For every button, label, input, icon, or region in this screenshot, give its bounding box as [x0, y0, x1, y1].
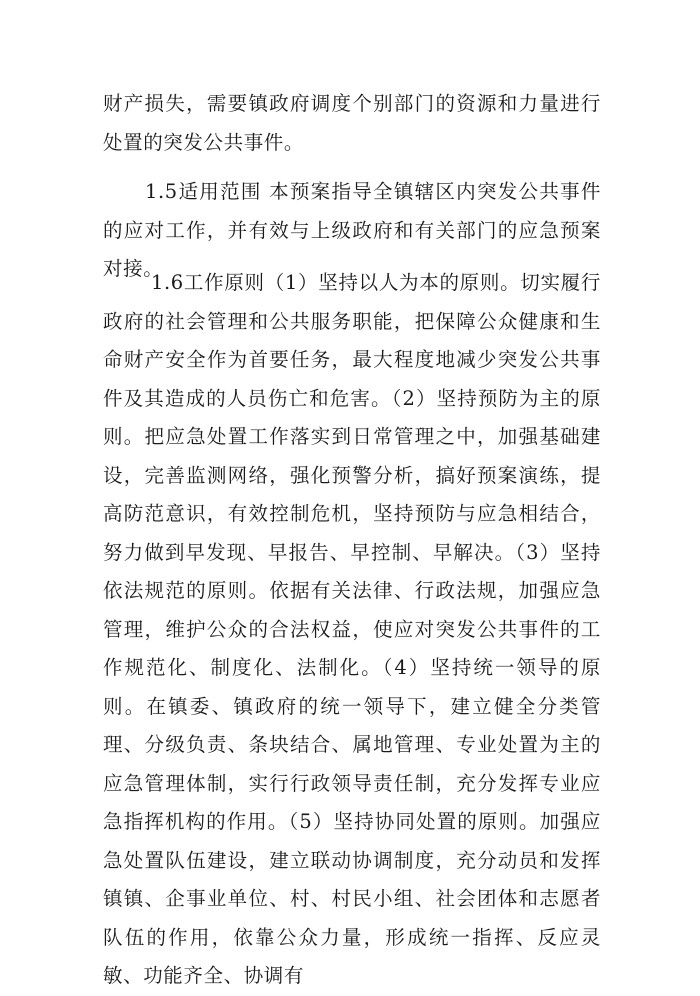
paragraph-property-loss: 财产损失，需要镇政府调度个别部门的资源和力量进行处置的突发公共事件。: [103, 92, 601, 154]
paragraph-scope: 1.5适用范围 本预案指导全镇辖区内突发公共事件的应对工作，并有效与上级政府和有关部门的应急预案对接。: [103, 180, 601, 280]
paragraph-working-principles: 1.6工作原则（1）坚持以人为本的原则。切实履行政府的社会管理和公共服务职能，把保障公众健康和生命财产安全作为首要任务，最大程度地减少突发公共事件及其造成的人员伤亡和危害。（2）坚持预防为主的原则。把应急处置工作落实到日常管理之中，加强基础建设，完善监测网络，强化预警分析，搞好预案演练，提高防范意识，有效控制危机，坚持预防与应急相结合，努力做到早发现、早报告、早控制、早解决。（3）坚持依法规范的原则。依据有关法律、行政法规，加强应急管理，维护公众的合法权益，使应对突发公共事件的工作规范化、制度化、法制化。（4）坚持统一领导的原则。在镇委、镇政府的统一领导下，建立健全分类管理、分级负责、条块结合、属地管理、专业处置为主的应急管理体制，实行行政领导责任制，充分发挥专业应急指挥机构的作用。（5）坚持协同处置的原则。加强应急处置队伍建设，建立联动协调制度，充分动员和发挥镇镇、企事业单位、村、村民小组、社会团体和志愿者队伍的作用，依靠公众力量，形成统一指挥、反应灵敏、功能齐全、协调有: [103, 271, 601, 987]
